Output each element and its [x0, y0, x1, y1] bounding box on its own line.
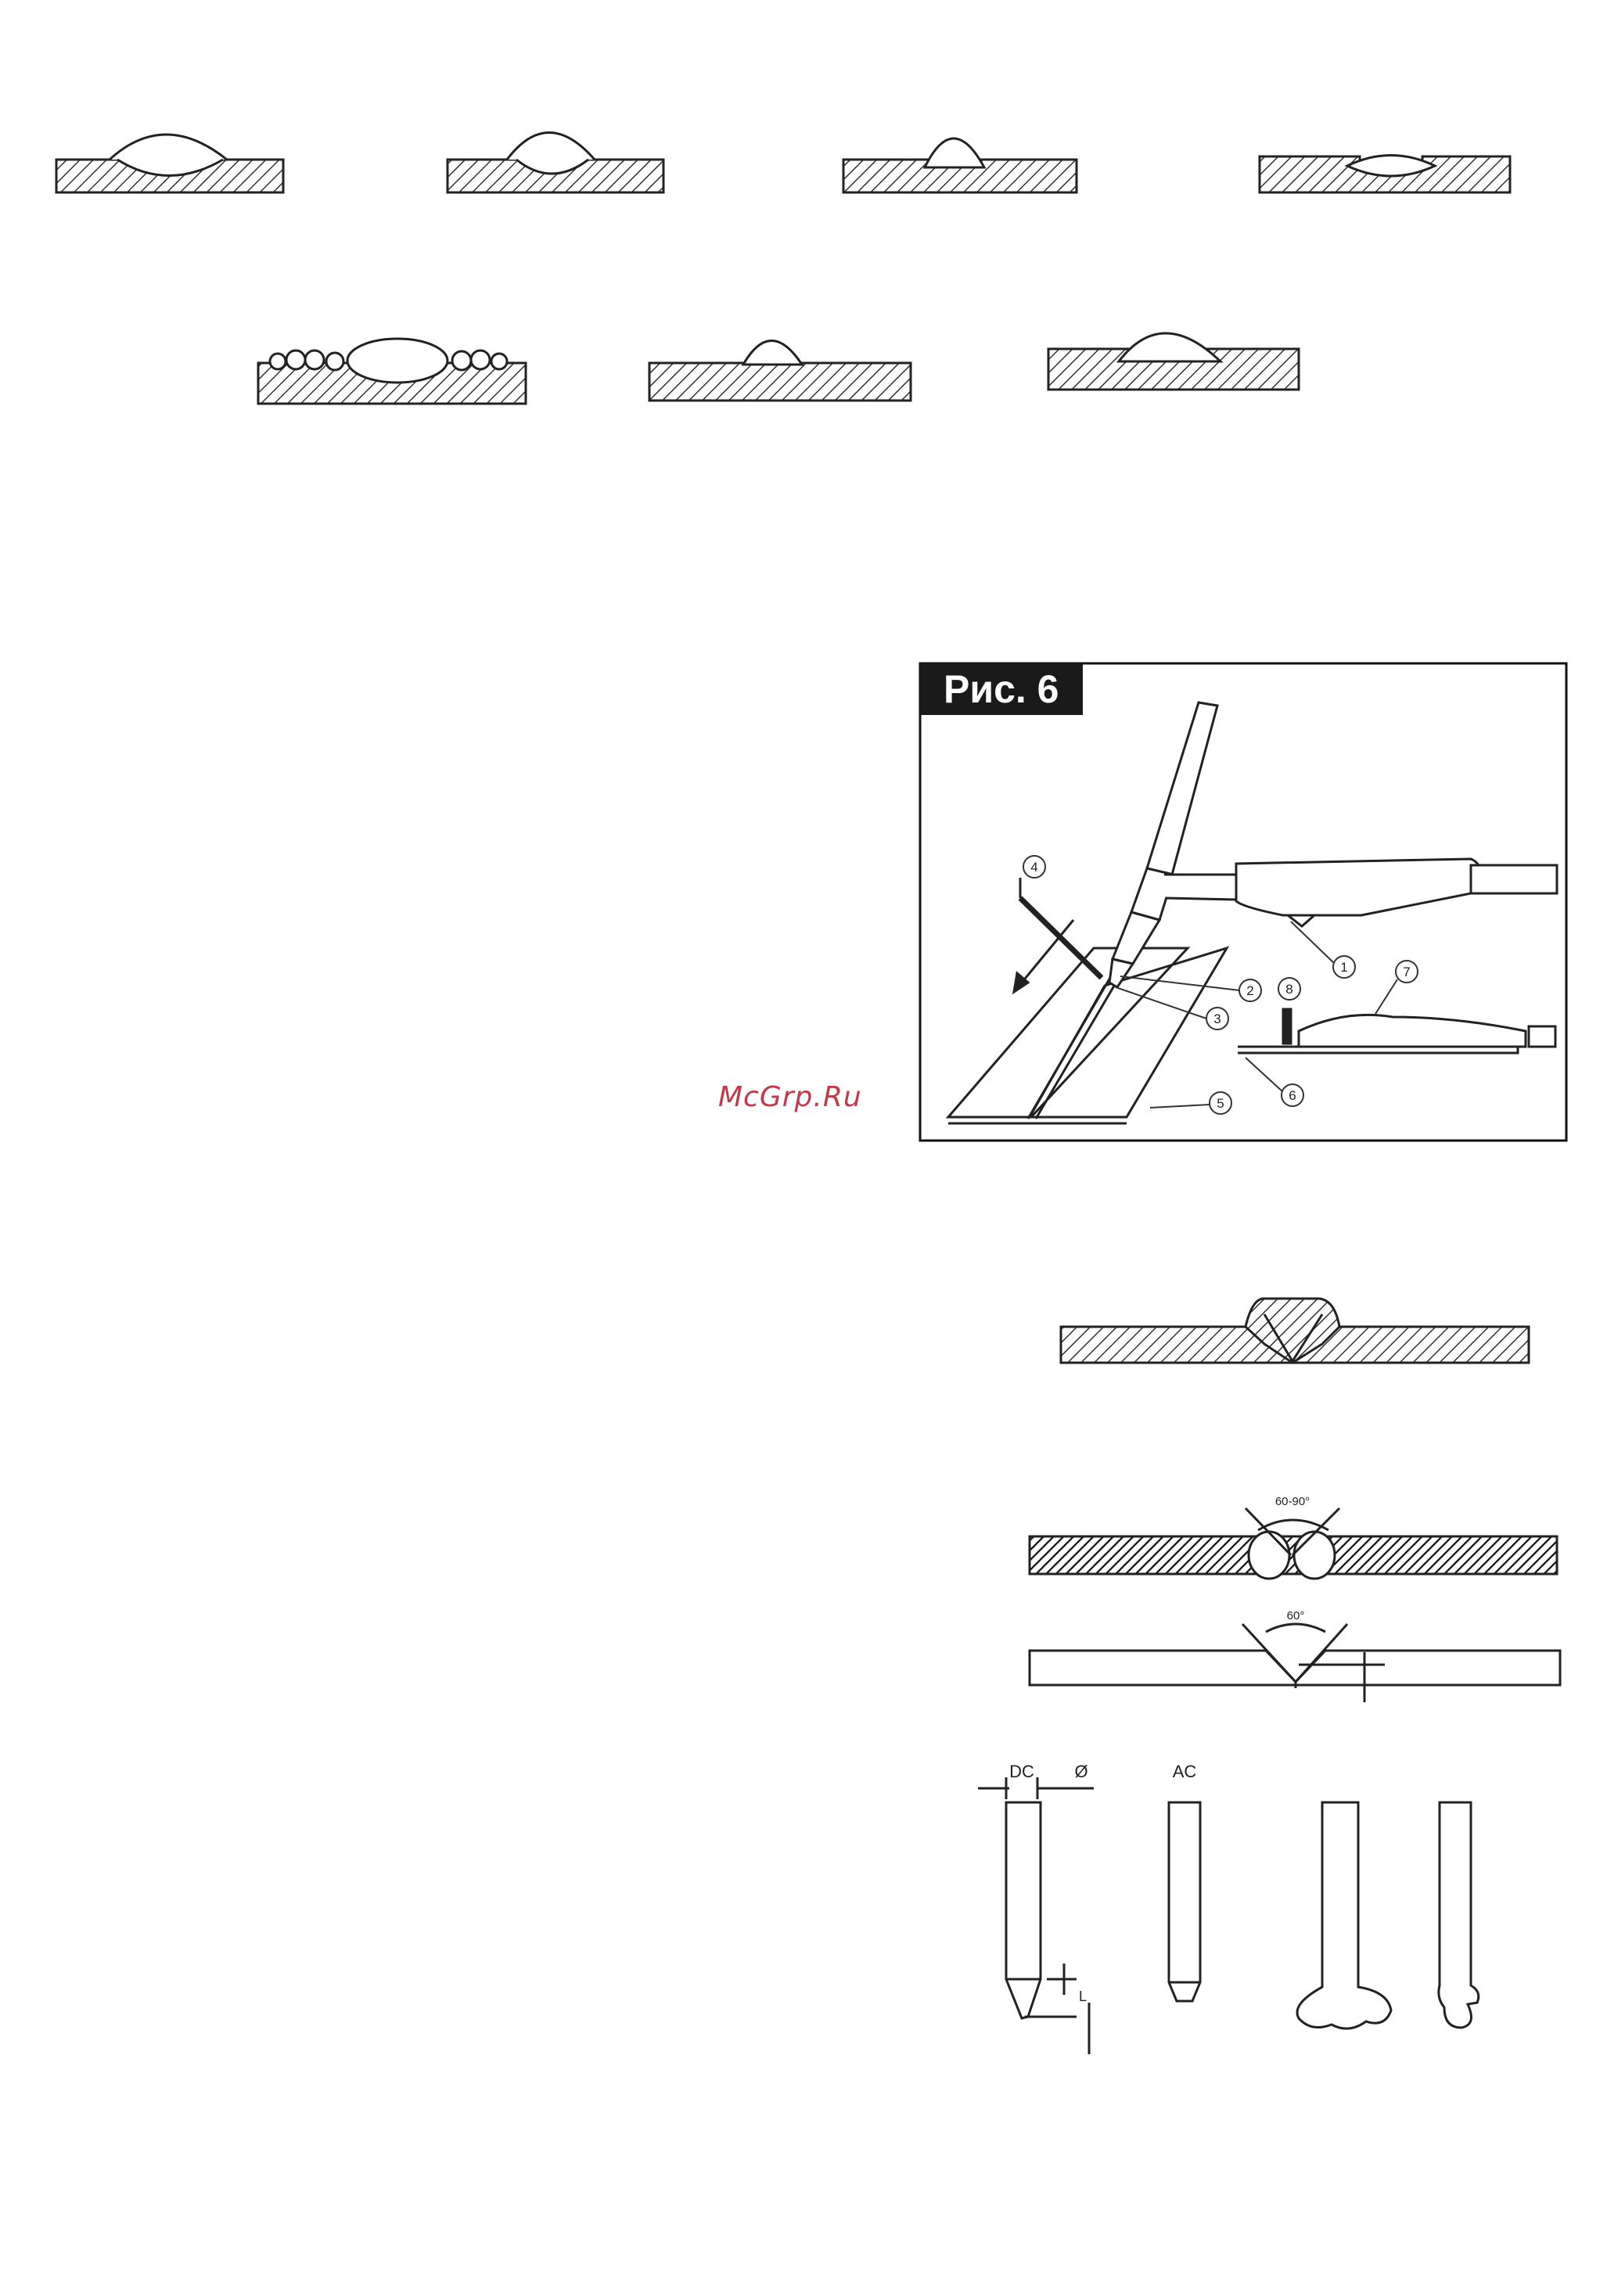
electrode-dc	[978, 1777, 1094, 2054]
single-v-joint	[1030, 1624, 1560, 1702]
callout-label-7: 7	[1403, 965, 1411, 979]
watermark: McGrp.Ru	[718, 1081, 862, 1113]
filler-rod	[1020, 898, 1102, 978]
callout-label-1: 1	[1340, 960, 1348, 975]
torch-handle	[1236, 859, 1481, 915]
connector-cable	[1299, 1015, 1526, 1047]
dc-label: DC	[1009, 1762, 1034, 1781]
bead-profile-4	[1260, 156, 1510, 193]
bead-profile-5	[258, 339, 526, 404]
electrode-ac	[1169, 1802, 1200, 2001]
torch-cable	[1471, 865, 1557, 893]
torch-cap	[1147, 702, 1217, 875]
connector-pin	[1283, 1009, 1291, 1044]
callout-label-4: 4	[1030, 860, 1038, 875]
callout-label-2: 2	[1246, 983, 1254, 998]
butt-weld-section	[1061, 1299, 1529, 1363]
double-v-angle-label: 60-90°	[1274, 1495, 1310, 1508]
callout-label-6: 6	[1289, 1088, 1296, 1103]
single-v-angle-label: 60°	[1286, 1609, 1305, 1622]
torch-trigger	[1288, 915, 1314, 926]
bead-profile-1	[56, 135, 283, 192]
callout-label-5: 5	[1217, 1096, 1224, 1111]
diameter-label: Ø	[1074, 1762, 1088, 1781]
electrode-worn-2	[1439, 1802, 1479, 2028]
workpiece-plate-left	[948, 948, 1188, 1117]
bead-profile-7	[1048, 333, 1299, 390]
figure6-illustration	[948, 702, 1557, 1123]
bead-profile-6	[649, 341, 911, 401]
figure6-title: Рис. 6	[920, 663, 1083, 715]
cable-end	[1529, 1026, 1555, 1047]
ac-label: AC	[1172, 1762, 1197, 1781]
bead-profile-3	[843, 138, 1077, 192]
electrode-worn-1	[1297, 1802, 1391, 2028]
length-label: L	[1078, 1989, 1088, 2004]
double-v-joint	[1030, 1508, 1557, 1579]
callout-label-3: 3	[1213, 1011, 1221, 1026]
callout-label-8: 8	[1285, 982, 1293, 997]
torch-neck	[1164, 875, 1236, 900]
bead-profile-2	[448, 133, 663, 193]
